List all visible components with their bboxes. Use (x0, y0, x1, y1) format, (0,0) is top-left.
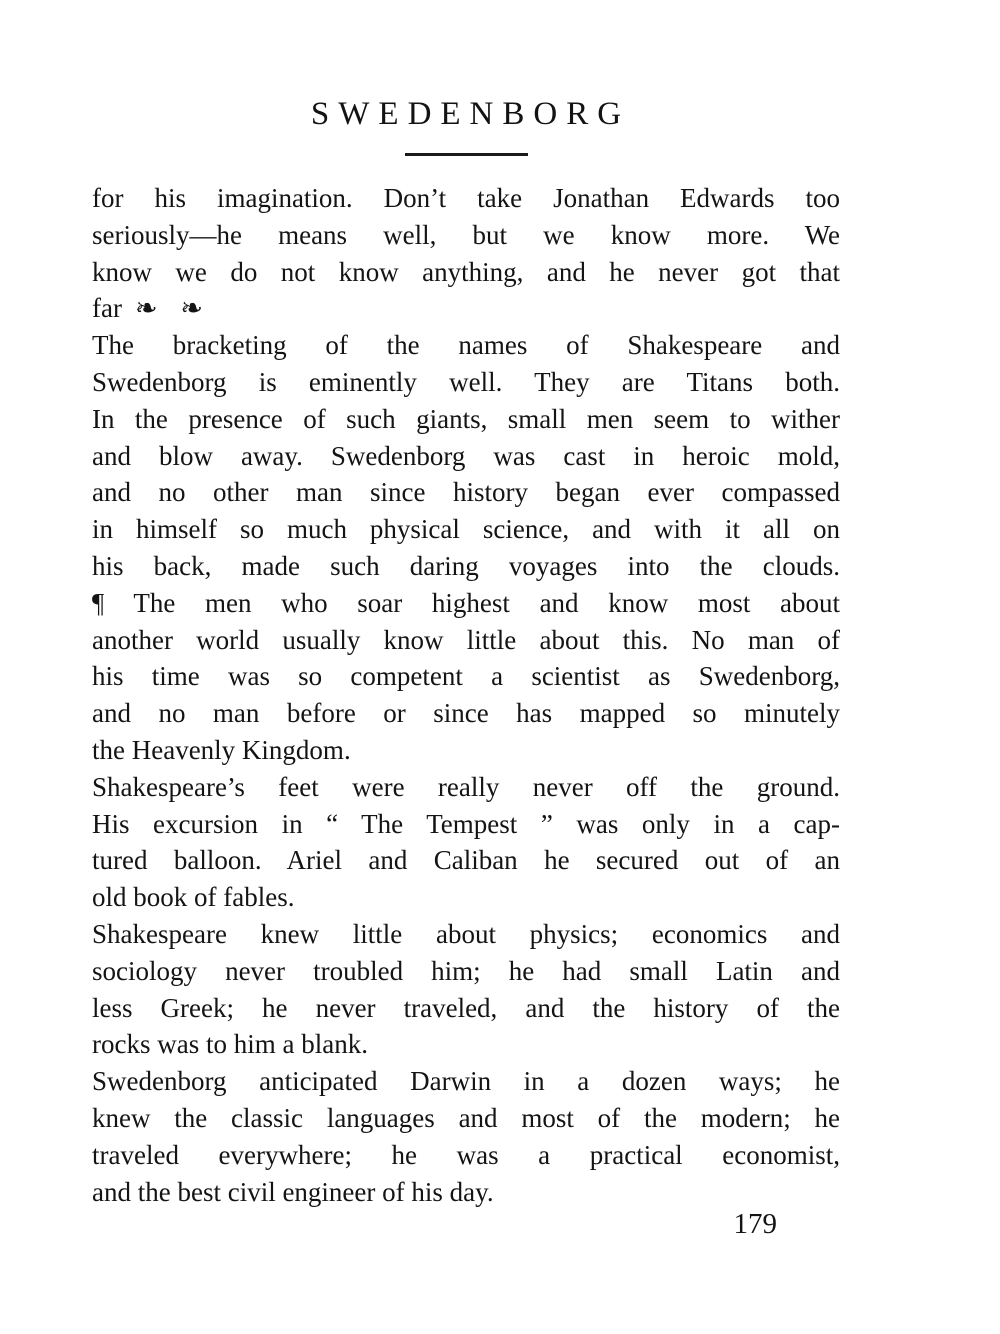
body-line: know we do not know anything, and he never got that (92, 256, 840, 287)
body-line: knew the classic languages and most of the modern; he (92, 1102, 840, 1133)
text-column (92, 0, 840, 1242)
fleuron-ornament-icon: ❧ ❧ (134, 293, 211, 324)
body-line: tured balloon. Ariel and Caliban he secured out of an (92, 845, 840, 876)
title-rule (405, 153, 528, 156)
body-line: traveled everywhere; he was a practical economist, (92, 1139, 840, 1170)
body-line: the Heavenly Kingdom. (92, 734, 351, 765)
body-line: rocks was to him a blank. (92, 1029, 368, 1060)
body-line: seriously—he means well, but we know more. We (92, 219, 840, 250)
body-line: Shakespeare’s feet were really never off the ground. (92, 771, 840, 802)
body-line: and no man before or since has mapped so minutely (92, 698, 840, 729)
body-line: The bracketing of the names of Shakespeare and (92, 330, 840, 361)
body-line: His excursion in “ The Tempest ” was only in a cap- (92, 808, 840, 839)
page-number: 179 (733, 1208, 777, 1241)
body-line: Shakespeare knew little about physics; economics and (92, 918, 840, 949)
body-line (92, 290, 840, 327)
body-line: in himself so much physical science, and with it all on (92, 514, 840, 545)
body-line: Swedenborg anticipated Darwin in a dozen ways; he (92, 1066, 840, 1097)
body-line: Swedenborg is eminently well. They are Titans both. (92, 366, 840, 397)
body-line: and blow away. Swedenborg was cast in heroic mold, (92, 440, 840, 471)
body-line: another world usually know little about this. No man of (92, 624, 840, 655)
body-line: sociology never troubled him; he had small Latin and (92, 955, 840, 986)
page-title: SWEDENBORG (310, 96, 631, 132)
body-line: for his imagination. Don’t take Jonathan Edwards too (92, 183, 840, 213)
body-line: old book of fables. (92, 882, 295, 913)
body-text (92, 180, 840, 1210)
body-line: and the best civil engineer of his day. (92, 1176, 494, 1207)
body-line: and no other man since history began ever compassed (92, 477, 840, 508)
body-line: less Greek; he never traveled, and the history of the (92, 992, 840, 1023)
body-line: his back, made such daring voyages into the clouds. (92, 550, 840, 581)
body-line: ¶ The men who soar highest and know most about (92, 587, 840, 618)
body-line: In the presence of such giants, small men seem to wither (92, 403, 840, 434)
body-line-text: far (92, 293, 122, 324)
body-line: his time was so competent a scientist as Swedenborg, (92, 661, 840, 692)
